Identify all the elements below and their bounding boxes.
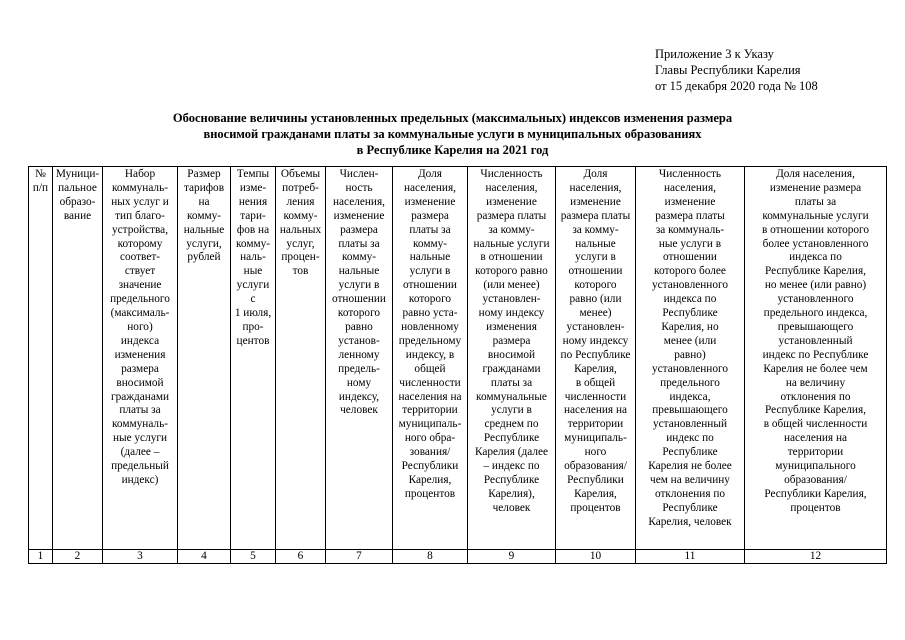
- appendix-line-1: Приложение 3 к Указу: [655, 47, 774, 61]
- column-header: Доля населения, изменение размера платы за комму- нальные услуги в отношении которого равно (или менее) установлен- ному индексу по Республике Карелия, в общей численности населения на территории муниципаль- ного образования/ Республики Карелия, процентов: [556, 167, 636, 550]
- appendix-line-2: Главы Республики Карелия: [655, 63, 801, 77]
- column-number: 1: [29, 550, 53, 564]
- column-header: Численность населения, изменение размера платы за комму- нальные услуги в отношении которого равно (или менее) установлен- ному индексу изменения размера вносимой гражданами платы за коммунальные услуги в среднем по Республике Карелия (далее – индекс по Республике Карелия), человек: [468, 167, 556, 550]
- column-number: 2: [53, 550, 103, 564]
- title-line-2: вносимой гражданами платы за коммунальные услуги в муниципальных образованиях: [203, 127, 702, 141]
- column-number: 6: [276, 550, 326, 564]
- column-number: 9: [468, 550, 556, 564]
- title-line-1: Обоснование величины установленных предельных (максимальных) индексов изменения размера: [172, 111, 733, 125]
- document-title: [100, 110, 805, 158]
- appendix-block: [655, 46, 818, 94]
- column-header: Численность населения, изменение размера платы за коммуналь- ные услуги в отношении которого более установленного индекса по Республике Карелия, но менее (или равно) установленного предельного индекса, превышающего установленный индекс по Республике Карелия не более чем на величину отклонения по Республике Карелия, человек: [636, 167, 745, 550]
- column-header: Объемы потреб- ления комму- нальных услуг, процен- тов: [276, 167, 326, 550]
- column-number: 3: [103, 550, 178, 564]
- column-number: 11: [636, 550, 745, 564]
- column-number-row: [29, 550, 887, 564]
- column-number: 7: [326, 550, 393, 564]
- column-number: 5: [231, 550, 276, 564]
- column-header: Набор коммуналь- ных услуг и тип благо- устройства, которому соответ- ствует значение предельного (максималь- ного) индекса изменения размера вносимой гражданами платы за коммуналь- ные услуги (далее – предельный индекс): [103, 167, 178, 550]
- justification-table: [28, 166, 887, 564]
- column-number: 10: [556, 550, 636, 564]
- appendix-line-3: от 15 декабря 2020 года № 108: [655, 79, 818, 93]
- column-header: Доля населения, изменение размера платы за коммунальные услуги в отношении которого более установленного индекса по Республике Карелия, но менее (или равно) установленного предельного индекса, превышающего установленный индекс по Республике Карелия не более чем на величину отклонения по Республике Карелия, в общей численности населения на территории муниципального образования/ Республики Карелия, процентов: [745, 167, 887, 550]
- column-number: 8: [393, 550, 468, 564]
- column-header: № п/п: [29, 167, 53, 550]
- column-header: Числен- ность населения, изменение размера платы за комму- нальные услуги в отношении которого равно установ- ленному предель- ному индексу, человек: [326, 167, 393, 550]
- column-header: Темпы изме- нения тари- фов на комму- наль- ные услуги с 1 июля, про- центов: [231, 167, 276, 550]
- table-header-row: [29, 167, 887, 550]
- column-number: 4: [178, 550, 231, 564]
- title-line-3: в Республике Карелия на 2021 год: [356, 143, 549, 157]
- column-header: Муници- пальное образо- вание: [53, 167, 103, 550]
- column-header: Размер тарифов на комму- нальные услуги, рублей: [178, 167, 231, 550]
- column-number: 12: [745, 550, 887, 564]
- column-header: Доля населения, изменение размера платы за комму- нальные услуги в отношении которого равно уста- новленному предельному индексу, в общей численности населения на территории муниципаль- ного обра- зования/ Республики Карелия, процентов: [393, 167, 468, 550]
